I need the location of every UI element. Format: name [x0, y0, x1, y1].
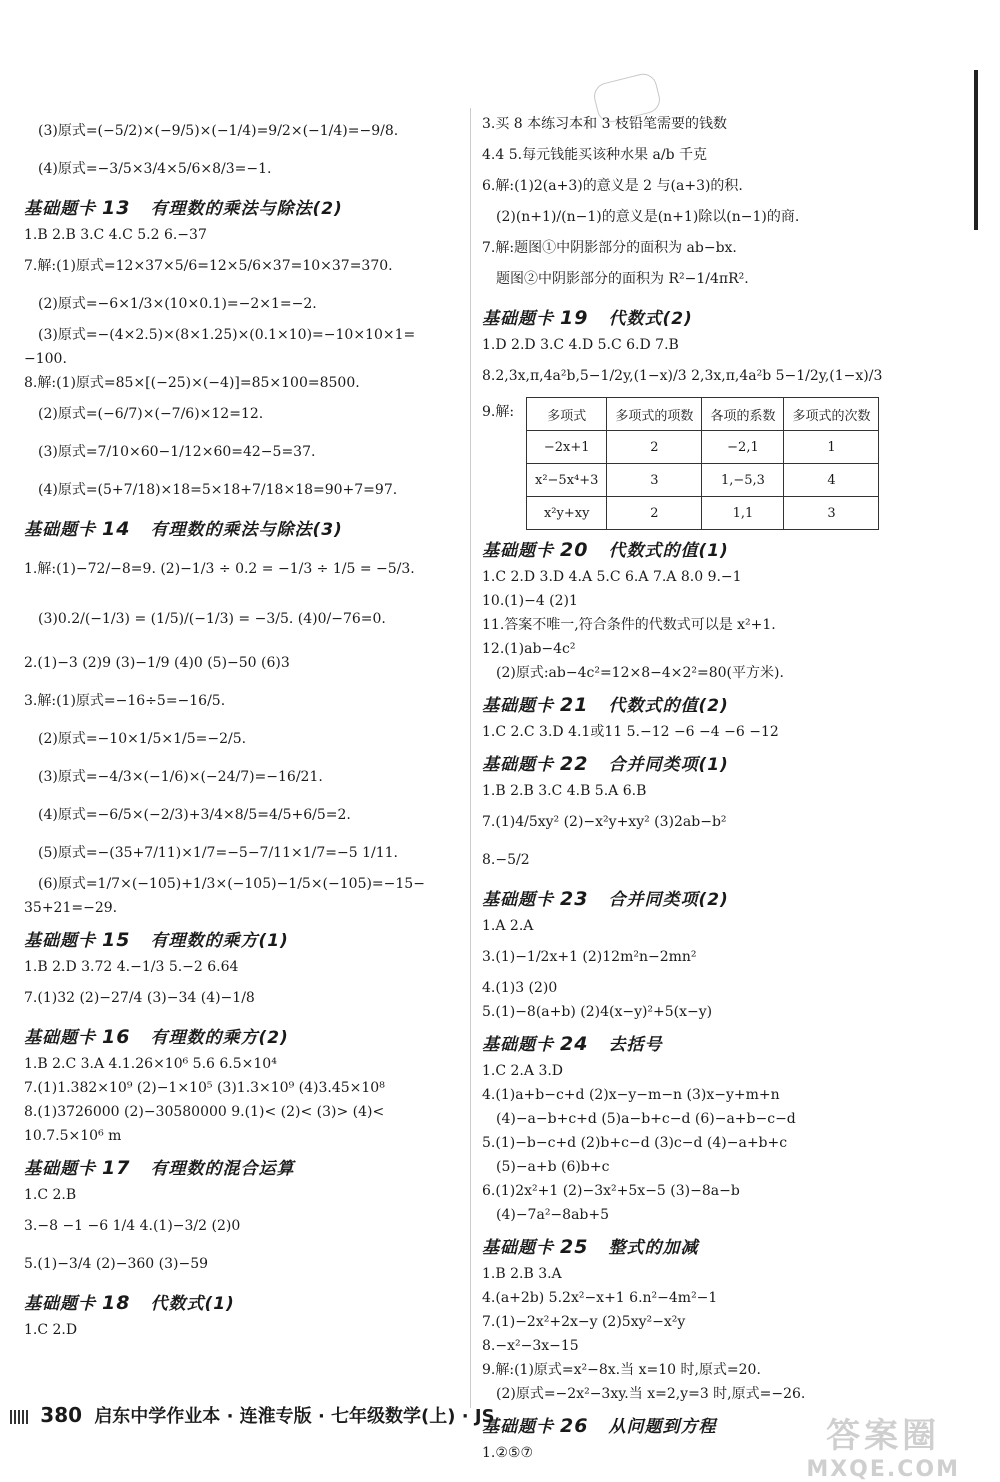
section-title-14: 基础题卡 14 有理数的乘法与除法(3): [24, 518, 343, 540]
table-row: [527, 431, 879, 464]
answer-line: 4.4 5.每元钱能买该种水果 a/b 千克: [482, 147, 707, 163]
polynomial-table-block: [482, 397, 922, 530]
answer-line: (5)原式=−(35+7/11)×1/7=−5−7/11×1/7=−5 1/11.: [38, 845, 398, 861]
answer-line: 1.B 2.B 3.C 4.C 5.2 6.−37: [24, 227, 207, 243]
answer-line: (3)原式=(−5/2)×(−9/5)×(−1/4)=9/2×(−1/4)=−9/8.: [38, 123, 399, 139]
answer-line: 3.解:(1)原式=−16÷5=−16/5.: [24, 693, 226, 709]
section-title-26: 基础题卡 26 从问题到方程: [482, 1415, 717, 1437]
watermark-text: 答案圈: [826, 1416, 941, 1456]
table-cell: −2,1: [702, 431, 784, 464]
answer-line: (2)原式=−6×1/3×(10×0.1)=−2×1=−2.: [38, 296, 317, 312]
answer-line: 8.2,3x,π,4a²b,5−1/2y,(1−x)/3 2,3x,π,4a²b 5−1/2y,(1−x)/3: [482, 368, 883, 384]
answer-line: 4.(a+2b) 5.2x²−x+1 6.n²−4m²−1: [482, 1290, 718, 1306]
answer-line: 1.D 2.D 3.C 4.D 5.C 6.D 7.B: [482, 337, 679, 353]
answer-line: 7.解:题图①中阴影部分的面积为 ab−bx.: [482, 240, 737, 256]
answer-line: 4.(1)a+b−c+d (2)x−y−m−n (3)x−y+m+n: [482, 1087, 780, 1103]
answer-line: 1.C 2.D 3.D 4.A 5.C 6.A 7.A 8.0 9.−1: [482, 569, 742, 585]
table-row: [527, 497, 879, 530]
answer-line: 10.7.5×10⁶ m: [24, 1128, 122, 1144]
answer-line: 5.(1)−b−c+d (2)b+c−d (3)c−d (4)−a+b+c: [482, 1135, 788, 1151]
page-edge-bar: [974, 70, 978, 230]
barcode-icon: [10, 1410, 28, 1424]
answer-line: 7.(1)1.382×10⁹ (2)−1×10⁵ (3)1.3×10⁹ (4)3.45×10⁸: [24, 1080, 385, 1096]
table-header-row: [527, 398, 879, 431]
table-cell: 3: [784, 497, 879, 530]
section-title-15: 基础题卡 15 有理数的乘方(1): [24, 929, 289, 951]
answer-line: 1.C 2.A 3.D: [482, 1063, 564, 1079]
table-cell: x²−5x⁴+3: [527, 464, 607, 497]
watermark-url: MXQE.COM: [806, 1457, 960, 1482]
table-label: 9.解:: [482, 404, 515, 420]
section-title-16: 基础题卡 16 有理数的乘方(2): [24, 1026, 289, 1048]
answer-line: (4)原式=−6/5×(−2/3)+3/4×8/5=4/5+6/5=2.: [38, 807, 351, 823]
answer-line: 3.买 8 本练习本和 3 枝铅笔需要的钱数: [482, 116, 727, 132]
answer-line: 7.(1)32 (2)−27/4 (3)−34 (4)−1/8: [24, 990, 255, 1006]
table-cell: x²y+xy: [527, 497, 607, 530]
table-header-cell: 多项式的项数: [607, 398, 702, 431]
answer-line: 11.答案不唯一,符合条件的代数式可以是 x²+1.: [482, 617, 776, 633]
answer-line: −100.: [24, 351, 67, 367]
right-column: [482, 112, 922, 1465]
answer-line: 4.(1)3 (2)0: [482, 980, 558, 996]
section-title-13: 基础题卡 13 有理数的乘法与除法(2): [24, 197, 343, 219]
answer-line: 6.解:(1)2(a+3)的意义是 2 与(a+3)的积.: [482, 178, 743, 194]
answer-line: 1.②⑤⑦: [482, 1445, 534, 1461]
answer-line: (2)原式:ab−4c²=12×8−4×2²=80(平方米).: [496, 665, 784, 681]
section-title-18: 基础题卡 18 代数式(1): [24, 1292, 235, 1314]
answer-line: (3)原式=−(4×2.5)×(8×1.25)×(0.1×10)=−10×10×1=: [38, 327, 416, 343]
table-cell: 1,−5,3: [702, 464, 784, 497]
answer-line: 6.(1)2x²+1 (2)−3x²+5x−5 (3)−8a−b: [482, 1183, 740, 1199]
answer-line: (4)−7a²−8ab+5: [496, 1207, 610, 1223]
answer-line: 7.(1)4/5xy² (2)−x²y+xy² (3)2ab−b²: [482, 814, 727, 830]
answer-line: (2)原式=−10×1/5×1/5=−2/5.: [38, 731, 247, 747]
answer-line: 5.(1)−8(a+b) (2)4(x−y)²+5(x−y): [482, 1004, 713, 1020]
table-header-cell: 多项式的次数: [784, 398, 879, 431]
section-title-20: 基础题卡 20 代数式的值(1): [482, 539, 729, 561]
table-cell: 2: [607, 431, 702, 464]
answer-line: 3.−8 −1 −6 1/4 4.(1)−3/2 (2)0: [24, 1218, 241, 1234]
answer-line: (3)0.2/(−1/3) = (1/5)/(−1/3) = −3/5. (4)0/−76=0.: [38, 611, 386, 627]
answer-line: (4)原式=(5+7/18)×18=5×18+7/18×18=90+7=97.: [38, 482, 398, 498]
table-cell: 1,1: [702, 497, 784, 530]
answer-line: 1.C 2.B: [24, 1187, 77, 1203]
answer-line: 1.C 2.D: [24, 1322, 78, 1338]
section-title-22: 基础题卡 22 合并同类项(1): [482, 753, 729, 775]
answer-line: 1.解:(1)−72/−8=9. (2)−1/3 ÷ 0.2 = −1/3 ÷ 1/5 = −5/3.: [24, 561, 415, 577]
polynomial-table: [526, 397, 879, 530]
answer-line: 8.解:(1)原式=85×[(−25)×(−4)]=85×100=8500.: [24, 375, 360, 391]
answer-line: 1.B 2.D 3.72 4.−1/3 5.−2 6.64: [24, 959, 239, 975]
table-header-cell: 多项式: [527, 398, 607, 431]
answer-line: (6)原式=1/7×(−105)+1/3×(−105)−1/5×(−105)=−15−: [38, 876, 425, 892]
answer-line: 3.(1)−1/2x+1 (2)12m²n−2mn²: [482, 949, 697, 965]
table-cell: 1: [784, 431, 879, 464]
section-title-25: 基础题卡 25 整式的加减: [482, 1236, 699, 1258]
answer-line: 2.(1)−3 (2)9 (3)−1/9 (4)0 (5)−50 (6)3: [24, 655, 290, 671]
section-title-17: 基础题卡 17 有理数的混合运算: [24, 1157, 295, 1179]
answer-line: 8.−5/2: [482, 852, 530, 868]
table-cell: 4: [784, 464, 879, 497]
answer-line: 8.−x²−3x−15: [482, 1338, 579, 1354]
page-footer: [10, 1402, 495, 1428]
answer-line: (5)−a+b (6)b+c: [496, 1159, 610, 1175]
book-title: 启东中学作业本 · 连淮专版 · 七年级数学(上) · JS: [94, 1406, 495, 1427]
answer-line: 1.A 2.A: [482, 918, 534, 934]
answer-line: 1.C 2.C 3.D 4.1或11 5.−12 −6 −4 −6 −12: [482, 724, 779, 740]
table-header-cell: 各项的系数: [702, 398, 784, 431]
page-number: 380: [40, 1403, 83, 1427]
section-title-21: 基础题卡 21 代数式的值(2): [482, 694, 729, 716]
section-title-19: 基础题卡 19 代数式(2): [482, 307, 693, 329]
answer-line: 1.B 2.C 3.A 4.1.26×10⁶ 5.6 6.5×10⁴: [24, 1056, 277, 1072]
answer-line: (4)原式=−3/5×3/4×5/6×8/3=−1.: [38, 161, 272, 177]
answer-line: 9.解:(1)原式=x²−8x.当 x=10 时,原式=20.: [482, 1362, 761, 1378]
table-cell: −2x+1: [527, 431, 607, 464]
answer-line: 5.(1)−3/4 (2)−360 (3)−59: [24, 1256, 209, 1272]
answer-line: (3)原式=−4/3×(−1/6)×(−24/7)=−16/21.: [38, 769, 323, 785]
table-row: [527, 464, 879, 497]
left-column: [24, 112, 474, 1342]
answer-line: 7.(1)−2x²+2x−y (2)5xy²−x²y: [482, 1314, 686, 1330]
answer-line: 7.解:(1)原式=12×37×5/6=12×5/6×37=10×37=370.: [24, 258, 393, 274]
answer-line: 8.(1)3726000 (2)−30580000 9.(1)< (2)< (3)> (4)<: [24, 1104, 385, 1120]
answer-line: 10.(1)−4 (2)1: [482, 593, 578, 609]
table-cell: 3: [607, 464, 702, 497]
answer-line: (2)原式=(−6/7)×(−7/6)×12=12.: [38, 406, 264, 422]
answer-line: 1.B 2.B 3.C 4.B 5.A 6.B: [482, 783, 647, 799]
answer-line: (2)(n+1)/(n−1)的意义是(n+1)除以(n−1)的商.: [496, 209, 800, 225]
answer-line: 题图②中阴影部分的面积为 R²−1/4πR².: [496, 271, 749, 287]
section-title-24: 基础题卡 24 去括号: [482, 1033, 663, 1055]
answer-line: (4)−a−b+c+d (5)a−b+c−d (6)−a+b−c−d: [496, 1111, 796, 1127]
section-title-23: 基础题卡 23 合并同类项(2): [482, 888, 729, 910]
answer-line: 35+21=−29.: [24, 900, 118, 916]
answer-line: 1.B 2.B 3.A: [482, 1266, 562, 1282]
answer-line: (2)原式=−2x²−3xy.当 x=2,y=3 时,原式=−26.: [496, 1386, 806, 1402]
answer-line: (3)原式=7/10×60−1/12×60=42−5=37.: [38, 444, 316, 460]
answer-line: 12.(1)ab−4c²: [482, 641, 576, 657]
table-cell: 2: [607, 497, 702, 530]
